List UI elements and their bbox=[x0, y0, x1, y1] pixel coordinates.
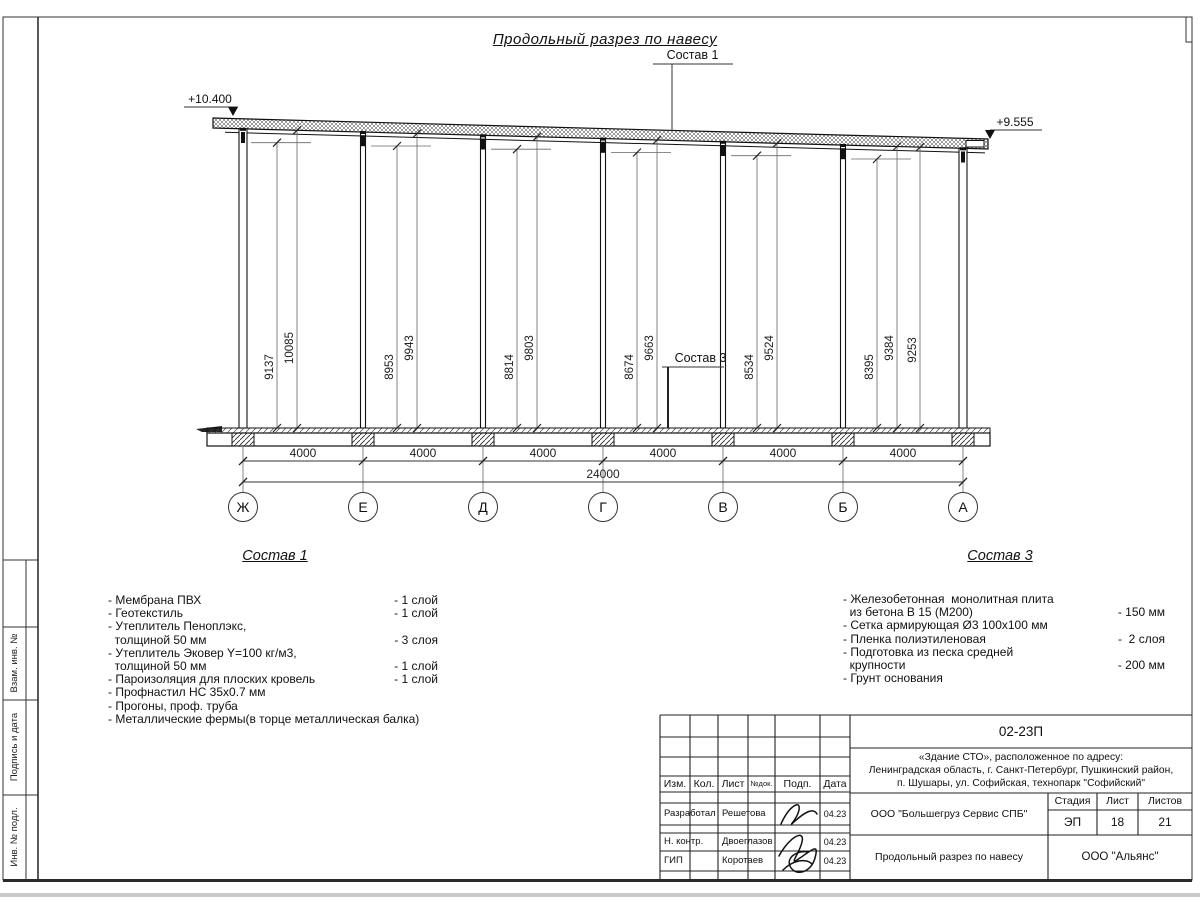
bay-dim: 4000 bbox=[409, 446, 437, 460]
height-dim: 8953 bbox=[384, 354, 396, 380]
row-role: Разработал bbox=[664, 808, 716, 819]
elevation-right: +9.555 bbox=[996, 115, 1034, 129]
bay-dim: 4000 bbox=[769, 446, 797, 460]
ground-slab bbox=[196, 426, 990, 446]
item-value: - 1 слой bbox=[394, 672, 438, 687]
col-header-podp: Подп. bbox=[783, 778, 812, 790]
item-text: из бетона В 15 (М200) bbox=[843, 605, 973, 620]
stage-value: ЭП bbox=[1063, 815, 1082, 829]
bay-dim: 4000 bbox=[529, 446, 557, 460]
item-value: - 1 слой bbox=[394, 606, 438, 621]
sostav1-heading: Состав 1 bbox=[242, 548, 308, 564]
col-header-izm: Изм. bbox=[663, 778, 687, 790]
item-text: - Сетка армирующая Ø3 100х100 мм bbox=[843, 618, 1048, 633]
row-role: Н. контр. bbox=[664, 836, 704, 847]
bay-dim: 4000 bbox=[889, 446, 917, 460]
item-value: - 150 мм bbox=[1117, 605, 1165, 620]
sostav3-list bbox=[843, 593, 1165, 685]
item-text: - Мембрана ПВХ bbox=[108, 593, 202, 607]
column bbox=[239, 129, 247, 428]
item-text: - Металлические фермы(в торце металлическая балка) bbox=[108, 711, 420, 726]
footing-pad bbox=[952, 433, 974, 446]
bay-dim: 4000 bbox=[289, 446, 317, 460]
item-value: - 200 мм bbox=[1117, 658, 1165, 673]
grid-axis: Г bbox=[588, 492, 618, 522]
callout-sostav1-label: Состав 1 bbox=[666, 48, 719, 62]
column bbox=[601, 139, 606, 428]
item-text: - Грунт основания bbox=[843, 671, 943, 686]
sheet-label: Лист bbox=[1106, 795, 1129, 807]
project-line: п. Шушары, ул. Софийская, технопарк "Софийский" bbox=[896, 777, 1146, 789]
footing-pad bbox=[472, 433, 494, 446]
list-item bbox=[108, 686, 438, 699]
list-item bbox=[108, 620, 438, 633]
item-text: - Подготовка из песка средней bbox=[843, 644, 1014, 659]
view-title: Продольный разрез по навесу bbox=[492, 31, 718, 48]
row-name: Двоеглазов bbox=[722, 836, 773, 847]
footing-pad bbox=[352, 433, 374, 446]
page-shadow bbox=[0, 893, 1200, 897]
list-item bbox=[843, 619, 1165, 632]
height-dim: 8534 bbox=[744, 354, 756, 380]
height-dim: 10085 bbox=[284, 332, 296, 364]
columns bbox=[239, 129, 967, 428]
footing-pad bbox=[232, 433, 254, 446]
total-dim: 24000 bbox=[586, 467, 620, 481]
column bbox=[721, 142, 726, 428]
height-dim: 9524 bbox=[764, 335, 776, 361]
sheet-title: Продольный разрез по навесу bbox=[875, 851, 1023, 863]
item-value: - 3 слоя bbox=[391, 632, 438, 647]
signature-icon bbox=[779, 835, 816, 872]
item-text: - Утеплитель Эковер Y=100 кг/м3, bbox=[108, 645, 297, 660]
row-date: 04.23 bbox=[823, 809, 847, 819]
doc-number: 02-23П bbox=[998, 724, 1044, 739]
stage-label: Стадия bbox=[1054, 795, 1091, 807]
height-dim: 8814 bbox=[504, 354, 516, 380]
height-dim: 8395 bbox=[864, 354, 876, 380]
column bbox=[481, 135, 486, 428]
footing-pad bbox=[592, 433, 614, 446]
height-dim: 9137 bbox=[264, 354, 276, 380]
callout-sostav3-label: Состав 3 bbox=[674, 351, 727, 365]
item-value: - 2 слоя bbox=[1118, 631, 1165, 646]
grid-axis: Е bbox=[348, 492, 378, 522]
column bbox=[841, 145, 846, 428]
org-name: ООО "Альянс" bbox=[1081, 851, 1159, 863]
item-text: - Железобетонная монолитная плита bbox=[843, 592, 1054, 606]
elevation-arrow-icon bbox=[228, 107, 238, 116]
grid-axis: Ж bbox=[228, 492, 258, 522]
grid-axis: А bbox=[948, 492, 978, 522]
height-dimension-lines bbox=[251, 126, 924, 432]
sostav3-heading: Состав 3 bbox=[967, 548, 1033, 564]
company-name: ООО "Большегруз Сервис СПБ" bbox=[870, 808, 1028, 820]
strip-label-inv: Инв. № подл. bbox=[9, 807, 20, 867]
strip-label-vzam: Взам. инв. № bbox=[9, 633, 20, 693]
footing-pad bbox=[712, 433, 734, 446]
signatures bbox=[779, 805, 817, 873]
item-text: - Пароизоляция для плоских кровель bbox=[108, 672, 316, 687]
col-header-list: Лист bbox=[721, 778, 745, 790]
list-item bbox=[108, 700, 438, 713]
grid-axis: В bbox=[708, 492, 738, 522]
sheets-label: Листов bbox=[1147, 795, 1183, 807]
item-text: - Утеплитель Пеноплэкс, bbox=[108, 619, 247, 634]
sheets-value: 21 bbox=[1158, 815, 1172, 829]
col-header-kol: Кол. bbox=[693, 778, 715, 790]
row-date: 04.23 bbox=[823, 856, 847, 866]
strip-label-podpis: Подпись и дата bbox=[9, 712, 20, 782]
sheet-value: 18 bbox=[1110, 815, 1125, 829]
height-dim: 8674 bbox=[624, 354, 636, 380]
grid-axis: Д bbox=[468, 492, 498, 522]
item-value: - 1 слой bbox=[390, 659, 438, 674]
height-dim: 9663 bbox=[644, 335, 656, 361]
project-line: «Здание СТО», расположенное по адресу: bbox=[918, 751, 1124, 763]
column bbox=[361, 132, 366, 428]
row-name: Коротаев bbox=[722, 855, 764, 866]
item-text: - Пленка полиэтиленовая bbox=[843, 631, 986, 646]
item-text: - Профнастил НС 35х0.7 мм bbox=[108, 685, 266, 700]
list-item bbox=[843, 633, 1165, 646]
item-text: - Геотекстиль bbox=[108, 606, 183, 621]
item-text: толщиной 50 мм bbox=[108, 659, 207, 674]
signature-icon bbox=[781, 805, 817, 824]
item-value: - 1 слой bbox=[394, 593, 438, 607]
list-item bbox=[843, 672, 1165, 685]
roof-end-plate bbox=[966, 141, 984, 148]
footing-pad bbox=[832, 433, 854, 446]
column bbox=[959, 148, 967, 428]
list-item bbox=[108, 634, 438, 647]
project-address bbox=[852, 749, 1190, 791]
bay-dim: 4000 bbox=[649, 446, 677, 460]
elevation-left: +10.400 bbox=[188, 92, 232, 106]
row-role: ГИП bbox=[664, 855, 683, 866]
item-text: толщиной 50 мм bbox=[108, 632, 207, 647]
project-line: Ленинградская область, г. Санкт-Петербург, Пушкинский район, bbox=[868, 764, 1174, 776]
height-dim: 9253 bbox=[907, 337, 919, 363]
row-date: 04.23 bbox=[823, 837, 847, 847]
item-text: крупности bbox=[843, 658, 906, 673]
col-header-ndok: №док. bbox=[750, 779, 773, 788]
height-dim: 9943 bbox=[404, 335, 416, 361]
row-name: Решетова bbox=[722, 808, 766, 819]
grid-axis: Б bbox=[828, 492, 858, 522]
elevation-arrow-icon bbox=[985, 130, 995, 139]
sostav1-list bbox=[108, 594, 438, 726]
height-dim: 9384 bbox=[884, 335, 896, 361]
item-text: - Прогоны, проф. труба bbox=[108, 698, 238, 713]
list-item bbox=[108, 713, 438, 726]
col-header-data: Дата bbox=[823, 778, 847, 790]
height-dim: 9803 bbox=[524, 335, 536, 361]
